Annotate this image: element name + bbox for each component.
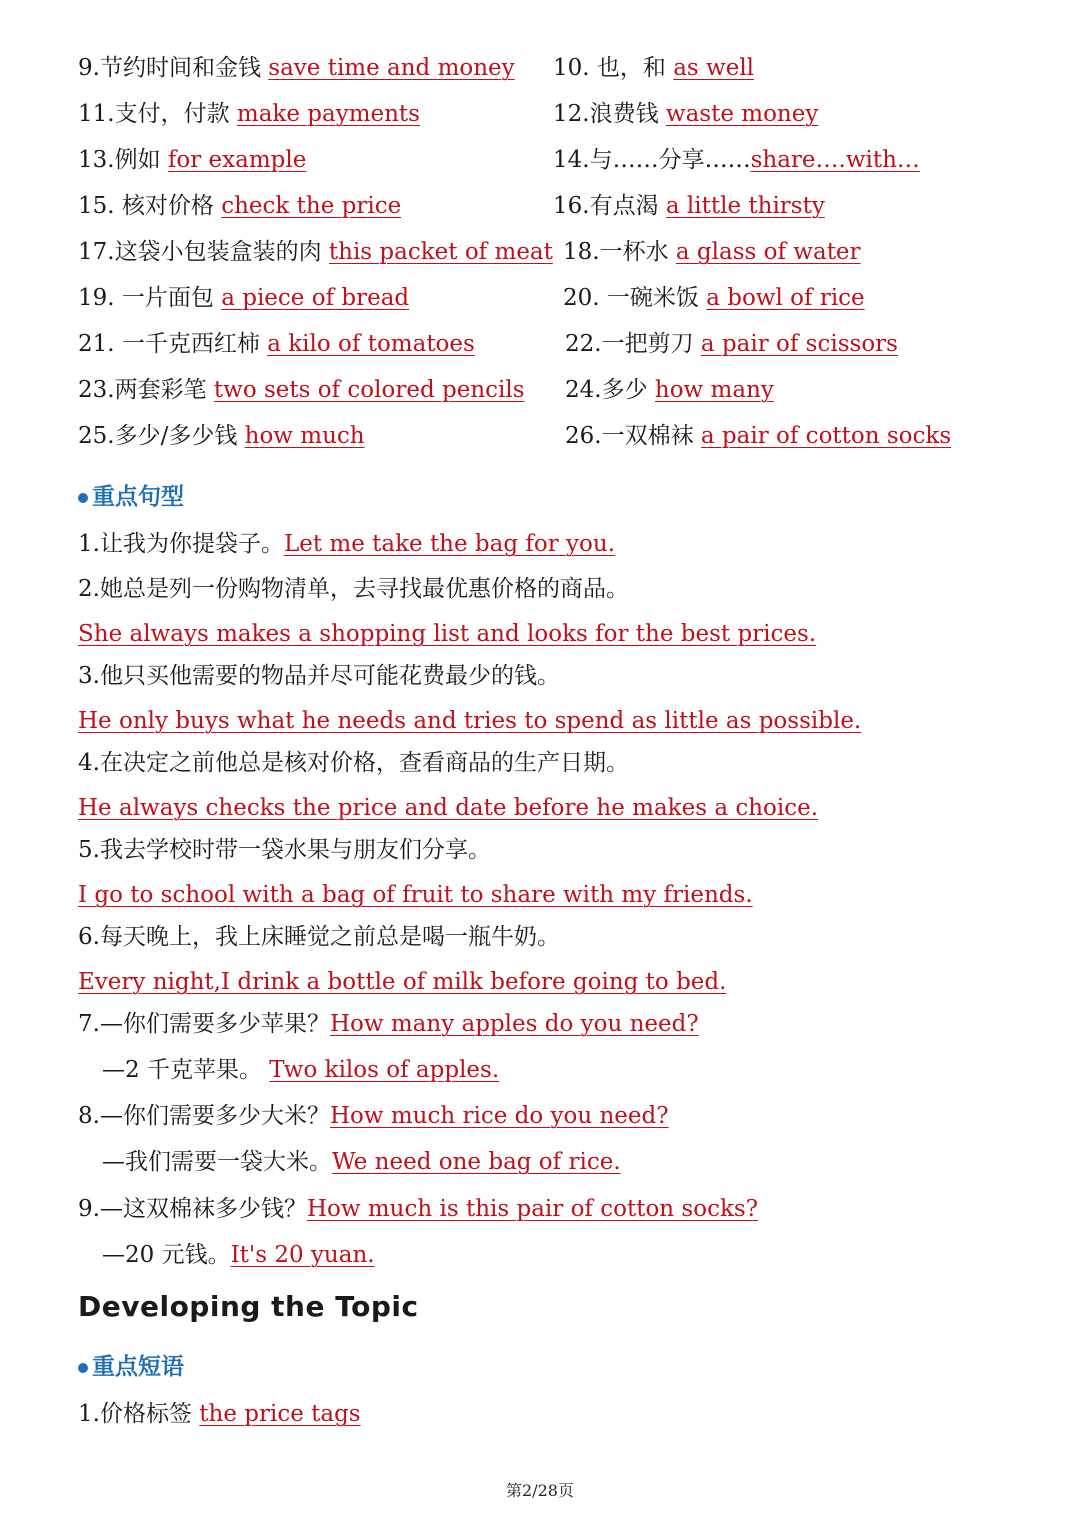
phrase-zh: 9.节约时间和金钱 [78, 55, 269, 81]
phrase-zh: 20. 一碗米饭 [563, 285, 707, 311]
phrase-item [78, 283, 409, 313]
phrase-answer: how much [244, 423, 365, 449]
bullet-icon [78, 1363, 88, 1373]
phrase-answer: as well [673, 55, 755, 81]
sentence-answer: Let me take the bag for you. [283, 531, 616, 557]
phrase-answer: how many [654, 377, 774, 403]
phrase-item [78, 237, 553, 267]
phrase-answer: a bowl of rice [706, 285, 865, 311]
phrase-answer: share….with… [750, 147, 920, 173]
phrase-answer: the price tags [199, 1401, 361, 1427]
phrase-zh: 12.浪费钱 [553, 101, 666, 127]
phrase-zh: 10. 也，和 [553, 55, 674, 81]
phrase-answer: check the price [221, 193, 402, 219]
sentence-answer: I go to school with a bag of fruit to share with my friends. [78, 882, 753, 908]
dialogue-line: 8.—你们需要多少大米？How much rice do you need? [78, 1103, 669, 1129]
phrase-zh: 26.一双棉袜 [565, 423, 701, 449]
phrase-item: 1.价格标签 the price tags [78, 1401, 361, 1427]
phrase-item [78, 99, 420, 129]
sentence-answer: He only buys what he needs and tries to spend as little as possible. [78, 708, 862, 734]
phrase-zh: 25.多少/多少钱 [78, 423, 245, 449]
phrase-answer: this packet of meat [328, 239, 553, 265]
page-number: 第2/28页 [506, 1481, 574, 1500]
sentence-answer: He always checks the price and date before he makes a choice. [78, 795, 819, 821]
phrase-zh: 17.这袋小包装盒装的肉 [78, 239, 329, 265]
phrase-zh: 24.多少 [565, 377, 655, 403]
phrase-answer: a piece of bread [221, 285, 410, 311]
phrase-item [78, 375, 525, 405]
sentence-prompt: 3.他只买他需要的物品并尽可能花费最少的钱。 [78, 663, 560, 689]
section-heading-sentences: 重点句型 [78, 482, 184, 512]
phrase-item [78, 53, 515, 83]
phrase-answer: two sets of colored pencils [213, 377, 525, 403]
dialogue-line: 9.—这双棉袜多少钱？How much is this pair of cotton socks? [78, 1196, 759, 1222]
phrase-answer: a pair of scissors [700, 331, 898, 357]
sentence-answer: Every night,I drink a bottle of milk before going to bed. [78, 969, 727, 995]
phrase-item [78, 145, 306, 175]
phrase-zh: 19. 一片面包 [78, 285, 222, 311]
phrase-item [553, 145, 920, 175]
bullet-icon [78, 493, 88, 503]
phrase-zh: 11.支付，付款 [78, 101, 237, 127]
dialogue-line: 7.—你们需要多少苹果？How many apples do you need? [78, 1011, 699, 1037]
phrase-zh: 23.两套彩笔 [78, 377, 214, 403]
phrase-item [78, 421, 365, 451]
phrase-zh: 18.一杯水 [563, 239, 676, 265]
sentence-prompt: 2.她总是列一份购物清单，去寻找最优惠价格的商品。 [78, 576, 629, 602]
phrase-item [553, 53, 754, 83]
phrase-item [563, 283, 865, 313]
sentence-answer: She always makes a shopping list and looks for the best prices. [78, 621, 817, 647]
phrase-zh: 13.例如 [78, 147, 168, 173]
phrase-item [553, 99, 818, 129]
phrase-answer: a little thirsty [665, 193, 825, 219]
topic-heading: Developing the Topic [78, 1290, 419, 1323]
phrase-item [565, 421, 951, 451]
phrase-answer: a kilo of tomatoes [267, 331, 475, 357]
section-heading-phrases: 重点短语 [78, 1352, 184, 1382]
phrase-zh: 22.一把剪刀 [565, 331, 701, 357]
phrase-item [78, 329, 475, 359]
sentence-prompt: 6.每天晚上，我上床睡觉之前总是喝一瓶牛奶。 [78, 924, 560, 950]
phrase-item [565, 375, 774, 405]
dialogue-line: —20 元钱。It's 20 yuan. [102, 1242, 375, 1268]
phrase-answer: a pair of cotton socks [700, 423, 952, 449]
phrase-answer: make payments [236, 101, 420, 127]
phrase-answer: a glass of water [675, 239, 861, 265]
phrase-item [565, 329, 898, 359]
sentence-prompt: 4.在决定之前他总是核对价格，查看商品的生产日期。 [78, 750, 629, 776]
phrase-item [563, 237, 861, 267]
dialogue-line: —2 千克苹果。 Two kilos of apples. [102, 1057, 500, 1083]
sentence-prompt: 5.我去学校时带一袋水果与朋友们分享。 [78, 837, 491, 863]
phrase-zh: 21. 一千克西红柿 [78, 331, 268, 357]
phrase-zh: 14.与……分享…… [553, 147, 751, 173]
phrase-answer: waste money [665, 101, 819, 127]
phrase-answer: save time and money [268, 55, 515, 81]
phrase-item [553, 191, 825, 221]
phrase-item [78, 191, 401, 221]
dialogue-line: —我们需要一袋大米。We need one bag of rice. [102, 1149, 621, 1175]
sentence-item: 1.让我为你提袋子。Let me take the bag for you. [78, 531, 616, 557]
phrase-zh: 15. 核对价格 [78, 193, 222, 219]
phrase-answer: for example [167, 147, 307, 173]
phrase-zh: 16.有点渴 [553, 193, 666, 219]
